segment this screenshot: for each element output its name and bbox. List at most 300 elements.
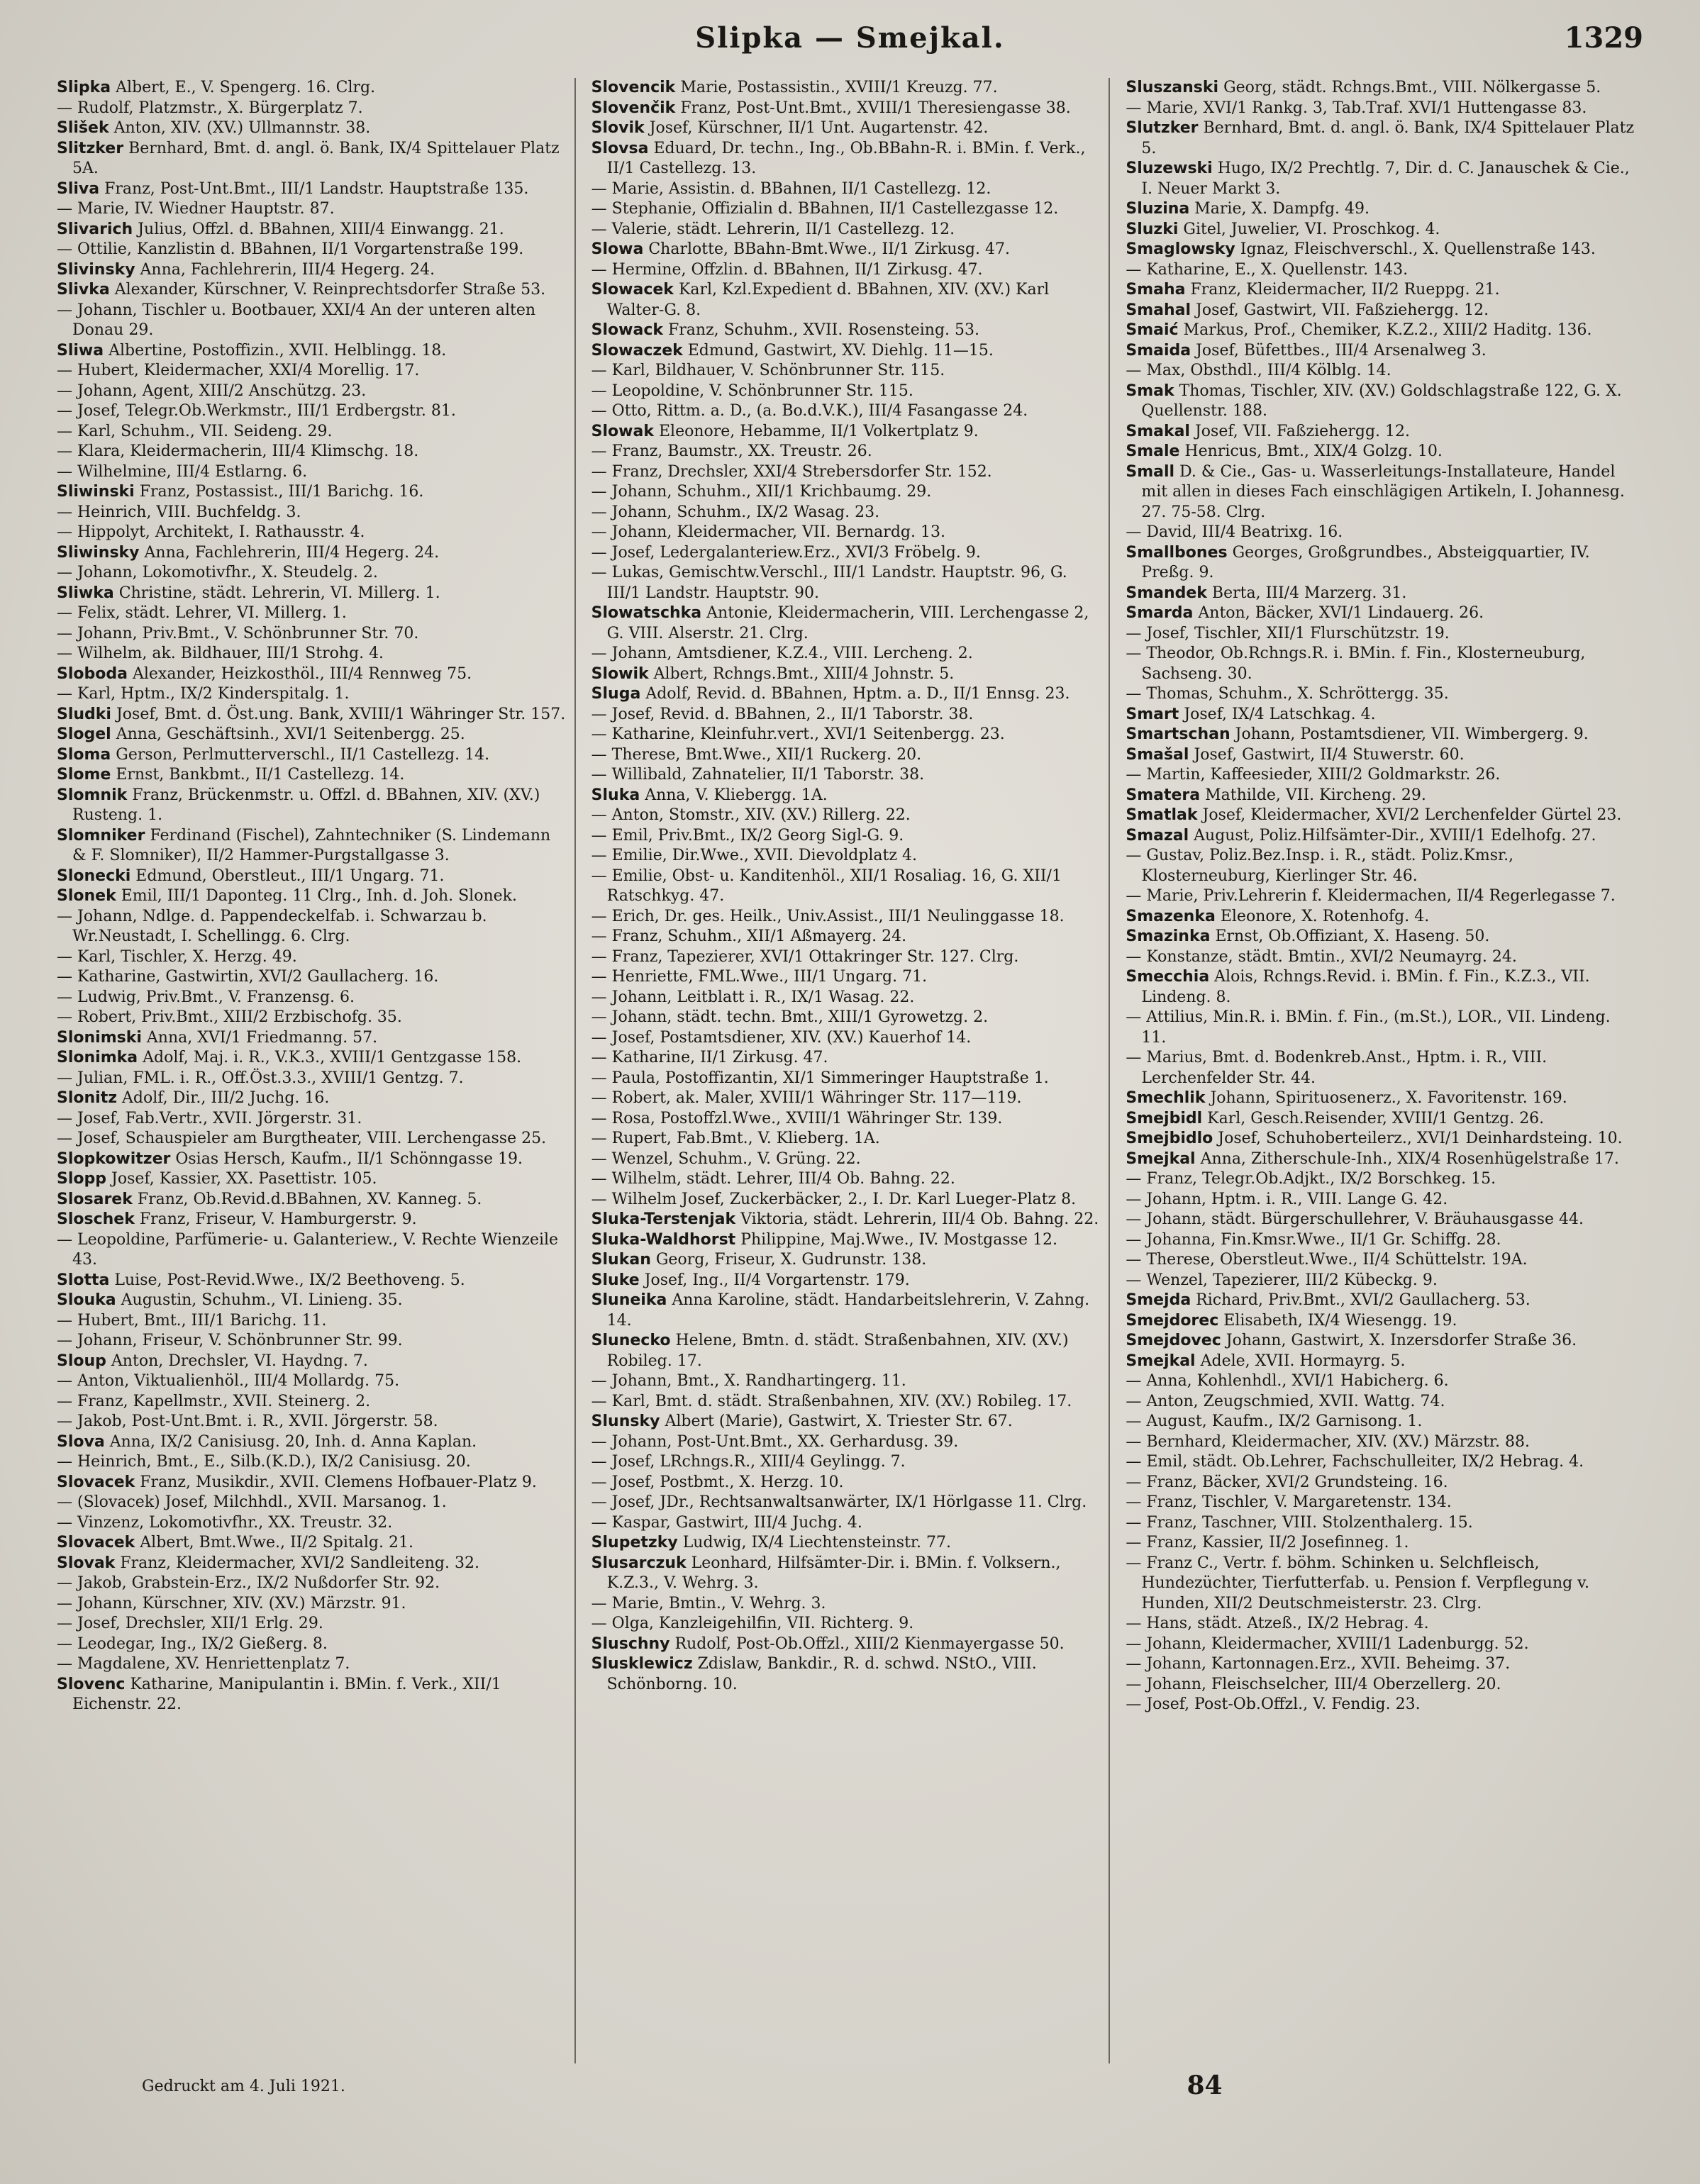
entry-details: — Johann, Schuhm., XII/1 Krichbaumg. 29.	[591, 483, 932, 501]
entry-details: — Anton, Zeugschmied, XVII. Wattg. 74.	[1126, 1392, 1445, 1410]
entry-surname: Slomniker	[57, 826, 145, 845]
entry-details: Markus, Prof., Chemiker, K.Z.2., XIII/2 Haditg. 136.	[1183, 321, 1592, 339]
entry-surname: Slonek	[57, 887, 116, 905]
entry-details: — Johann, Amtsdiener, K.Z.4., VIII. Lercheng. 2.	[591, 645, 973, 662]
entry-surname: Smarda	[1126, 604, 1194, 622]
directory-entry	[1126, 301, 1636, 321]
directory-entry	[57, 907, 567, 947]
entry-details: — Marius, Bmt. d. Bodenkreb.Anst., Hptm. i. R., VIII. Lerchenfelder Str. 44.	[1126, 1049, 1548, 1087]
entry-details: — Johann, Kürschner, XIV. (XV.) Märzstr. 91.	[57, 1594, 406, 1612]
directory-entry	[1126, 78, 1636, 99]
entry-details: — Johann, Bmt., X. Randhartingerg. 11.	[591, 1372, 906, 1390]
entry-details: — Wenzel, Schuhm., V. Grüng. 22.	[591, 1149, 861, 1168]
directory-entry	[591, 765, 1102, 786]
entry-details: Bernhard, Bmt. d. angl. ö. Bank, IX/4 Spittelauer Platz 5A.	[72, 139, 560, 177]
directory-entry	[1126, 584, 1636, 604]
entry-surname: Smakal	[1126, 422, 1190, 440]
entry-surname: Sliwka	[57, 584, 114, 602]
entry-details: — Franz C., Vertr. f. böhm. Schinken u. Selchfleisch, Hundezüchter, Tierfutterfab. u. Pension f. Verpflegung v. Hunden, XII/2 Deutschmeisterstr. 23. Clrg.	[1126, 1554, 1589, 1612]
directory-entry	[591, 644, 1102, 664]
entry-details: Ernst, Ob.Offiziant, X. Haseng. 50.	[1215, 927, 1490, 945]
entry-details: — Franz, Kapellmstr., XVII. Steinerg. 2.	[57, 1392, 371, 1410]
entry-details: Ferdinand (Fischel), Zahntechniker (S. Lindemann & F. Slomniker), II/2 Hammer-Purgstallgasse 3.	[72, 826, 551, 864]
entry-surname: Sliwinsky	[57, 543, 140, 562]
page-number: 1329	[1564, 21, 1643, 55]
page-title: Slipka — Smejkal.	[695, 21, 1005, 55]
entry-details: — Therese, Bmt.Wwe., XII/1 Ruckerg. 20.	[591, 745, 922, 764]
directory-entry	[591, 179, 1102, 200]
directory-entry	[57, 341, 567, 362]
directory-entry	[591, 927, 1102, 947]
directory-entry	[57, 745, 567, 766]
directory-entry	[591, 1109, 1102, 1130]
directory-entry	[1126, 907, 1636, 927]
entry-surname: Sliwinski	[57, 483, 135, 501]
entry-details: — Josef, Fab.Vertr., XVII. Jörgerstr. 31.	[57, 1109, 362, 1127]
entry-details: — Rudolf, Platzmstr., X. Bürgerplatz 7.	[57, 99, 363, 117]
directory-entry	[57, 1311, 567, 1332]
entry-details: Mathilde, VII. Kircheng. 29.	[1205, 786, 1426, 804]
entry-surname: Slivinsky	[57, 260, 135, 279]
entry-surname: Slivarich	[57, 220, 133, 238]
entry-details: Antonie, Kleidermacherin, VIII. Lerchengasse 2, G. VIII. Alserstr. 21. Clrg.	[606, 604, 1089, 642]
entry-details: Josef, Kassier, XX. Pasettistr. 105.	[111, 1170, 377, 1188]
entry-surname: Slovencik	[591, 79, 676, 96]
entry-details: — Emil, städt. Ob.Lehrer, Fachschulleiter, IX/2 Hebrag. 4.	[1126, 1453, 1584, 1471]
entry-details: Adolf, Maj. i. R., V.K.3., XVIII/1 Gentzgasse 158.	[143, 1049, 522, 1066]
entry-surname: Sluzewski	[1126, 160, 1213, 177]
entry-surname: Slotta	[57, 1271, 110, 1289]
directory-entry	[57, 1634, 567, 1655]
entry-details: Christine, städt. Lehrerin, VI. Millerg. 1.	[118, 584, 440, 602]
entry-details: — Josef, Post-Ob.Offzl., V. Fendig. 23.	[1126, 1695, 1421, 1713]
directory-entry	[591, 725, 1102, 745]
directory-entry	[1126, 118, 1636, 159]
entry-details: — David, III/4 Beatrixg. 16.	[1126, 523, 1343, 541]
directory-entry	[591, 1008, 1102, 1028]
directory-entry	[1126, 927, 1636, 947]
entry-details: — Bernhard, Kleidermacher, XIV. (XV.) Märzstr. 88.	[1126, 1432, 1530, 1451]
directory-entry	[57, 1331, 567, 1352]
entry-details: — Johann, Priv.Bmt., V. Schönbrunner Str. 70.	[57, 624, 419, 642]
entry-details: — Josef, Tischler, XII/1 Flurschützstr. 19.	[1126, 624, 1450, 642]
page-header	[57, 21, 1643, 78]
entry-surname: Smašal	[1126, 745, 1189, 764]
entry-details: — Franz, Schuhm., XII/1 Aßmayerg. 24.	[591, 927, 907, 945]
entry-surname: Slukan	[591, 1251, 651, 1269]
entry-surname: Slowaczek	[591, 341, 683, 360]
directory-entry	[591, 1412, 1102, 1432]
entry-details: — Klara, Kleidermacherin, III/4 Klimschg. 18.	[57, 442, 419, 460]
entry-surname: Smecchia	[1126, 968, 1210, 986]
directory-entry	[1126, 260, 1636, 281]
entry-details: — Attilius, Min.R. i. BMin. f. Fin., (m.St.), LOR., VII. Lindeng. 11.	[1126, 1008, 1611, 1047]
directory-entry	[591, 220, 1102, 240]
entry-details: Philippine, Maj.Wwe., IV. Mostgasse 12.	[740, 1230, 1057, 1249]
directory-entry	[57, 1230, 567, 1271]
entry-details: — Ludwig, Priv.Bmt., V. Franzensg. 6.	[57, 988, 355, 1006]
directory-entry	[1126, 1493, 1636, 1513]
directory-entry	[1126, 846, 1636, 886]
entry-surname: Smart	[1126, 705, 1179, 723]
entry-details: — Wilhelm, städt. Lehrer, III/4 Ob. Bahng. 22.	[591, 1170, 955, 1188]
entry-details: — Marie, Priv.Lehrerin f. Kleidermachen, II/4 Regerlegasse 7.	[1126, 887, 1616, 905]
entry-surname: Slivka	[57, 281, 110, 299]
entry-details: Adolf, Dir., III/2 Juchg. 16.	[122, 1089, 330, 1107]
entry-details: Julius, Offzl. d. BBahnen, XIII/4 Einwangg. 21.	[138, 220, 504, 238]
entry-details: Albert, Bmt.Wwe., II/2 Spitalg. 21.	[140, 1534, 413, 1551]
entry-surname: Smaida	[1126, 341, 1191, 360]
directory-entry	[57, 603, 567, 624]
entry-details: — Heinrich, Bmt., E., Silb.(K.D.), IX/2 Canisiusg. 20.	[57, 1453, 471, 1471]
directory-entry	[57, 280, 567, 301]
entry-details: Josef, Büfettbes., III/4 Arsenalweg 3.	[1196, 341, 1487, 360]
entry-details: — Franz, Tapezierer, XVI/1 Ottakringer Str. 127. Clrg.	[591, 947, 1019, 966]
entry-details: Anna, Geschäftsinh., XVI/1 Seitenbergg. 25.	[116, 725, 465, 743]
directory-entry	[591, 1554, 1102, 1594]
directory-entry	[57, 1412, 567, 1432]
entry-surname: Slowa	[591, 240, 644, 258]
entry-surname: Sluka-Waldhorst	[591, 1230, 736, 1249]
directory-entry	[1126, 1311, 1636, 1332]
directory-entry	[591, 361, 1102, 381]
entry-details: Albert, Rchngs.Bmt., XIII/4 Johnstr. 5.	[653, 664, 955, 683]
entry-details: Franz, Friseur, V. Hamburgerstr. 9.	[139, 1210, 417, 1228]
entry-details: — Johann, Tischler u. Bootbauer, XXI/4 An der unteren alten Donau 29.	[57, 301, 536, 339]
directory-entry	[57, 1594, 567, 1615]
directory-entry	[1126, 1371, 1636, 1392]
entry-details: — Stephanie, Offizialin d. BBahnen, II/1 Castellezgasse 12.	[591, 200, 1059, 218]
entry-details: — Jakob, Post-Unt.Bmt. i. R., XVII. Jörgerstr. 58.	[57, 1413, 438, 1430]
entry-details: — Konstanze, städt. Bmtin., XVI/2 Neumayrg. 24.	[1126, 947, 1517, 966]
entry-details: — Otto, Rittm. a. D., (a. Bo.d.V.K.), III/4 Fasangasse 24.	[591, 402, 1028, 420]
directory-entry	[591, 1473, 1102, 1493]
directory-entry	[1126, 381, 1636, 422]
entry-details: — Johann, Post-Unt.Bmt., XX. Gerhardusg. 39.	[591, 1432, 959, 1451]
directory-entry	[591, 1271, 1102, 1291]
entry-details: — Karl, Schuhm., VII. Seideng. 29.	[57, 422, 333, 440]
directory-entry	[591, 321, 1102, 341]
entry-details: — Franz, Kassier, II/2 Josefinneg. 1.	[1126, 1534, 1409, 1551]
entry-surname: Smatlak	[1126, 806, 1198, 824]
entry-details: Albertine, Postoffizin., XVII. Helblingg. 18.	[109, 341, 447, 360]
directory-entry	[1126, 462, 1636, 523]
entry-details: — Johann, Kleidermacher, XVIII/1 Ladenburgg. 52.	[1126, 1634, 1529, 1653]
entry-surname: Sluke	[591, 1271, 640, 1289]
entry-details: Eleonore, Hebamme, II/1 Volkertplatz 9.	[658, 422, 979, 440]
directory-entry	[57, 422, 567, 442]
entry-surname: Slišek	[57, 119, 109, 137]
entry-details: D. & Cie., Gas- u. Wasserleitungs-Installateure, Handel mit allen in dieses Fach einschlägigen Artikeln, I. Johannesg. 27. 75-58. Clrg.	[1141, 462, 1625, 521]
entry-details: Anna, Zitherschule-Inh., XIX/4 Rosenhügelstraße 17.	[1200, 1149, 1619, 1168]
directory-entry	[591, 826, 1102, 847]
entry-details: — August, Kaufm., IX/2 Garnisong. 1.	[1126, 1413, 1423, 1430]
entry-details: Berta, III/4 Marzerg. 31.	[1211, 584, 1407, 602]
entry-surname: Slonimka	[57, 1049, 138, 1066]
directory-entry	[591, 503, 1102, 523]
directory-entry	[591, 1634, 1102, 1655]
column-left	[57, 78, 576, 2063]
entry-surname: Smechlik	[1126, 1089, 1206, 1107]
entry-details: — Ottilie, Kanzlistin d. BBahnen, II/1 Vorgartenstraße 199.	[57, 240, 524, 258]
directory-entry	[591, 543, 1102, 564]
directory-entry	[591, 1088, 1102, 1109]
directory-entry	[591, 1210, 1102, 1230]
directory-entry	[591, 806, 1102, 826]
entry-surname: Slusklewicz	[591, 1655, 693, 1673]
entry-details: Ignaz, Fleischverschl., X. Quellenstraße 143.	[1240, 240, 1596, 258]
directory-entry	[591, 422, 1102, 442]
directory-entry	[57, 1291, 567, 1311]
entry-surname: Slonecki	[57, 867, 131, 885]
entry-details: Thomas, Tischler, XIV. (XV.) Goldschlagstraße 122, G. X. Quellenstr. 188.	[1141, 381, 1622, 420]
entry-details: — Karl, Bildhauer, V. Schönbrunner Str. 115.	[591, 362, 945, 379]
directory-entry	[1126, 1473, 1636, 1493]
entry-details: Josef, IX/4 Latschkag. 4.	[1184, 705, 1376, 723]
entry-details: — Wilhelmine, III/4 Estlarng. 6.	[57, 462, 308, 481]
directory-entry	[57, 886, 567, 907]
entry-details: Franz, Ob.Revid.d.BBahnen, XV. Kanneg. 5.	[137, 1190, 482, 1208]
directory-entry	[57, 1352, 567, 1372]
directory-entry	[1126, 1109, 1636, 1130]
entry-surname: Smaha	[1126, 281, 1186, 299]
directory-entry	[57, 523, 567, 543]
entry-details: Adele, XVII. Hormayrg. 5.	[1200, 1352, 1406, 1370]
directory-entry	[1126, 1149, 1636, 1170]
entry-details: — Wilhelm, ak. Bildhauer, III/1 Strohg. 4.	[57, 645, 384, 662]
entry-details: — Emilie, Dir.Wwe., XVII. Dievoldplatz 4.	[591, 847, 917, 864]
entry-details: Georg, städt. Rchngs.Bmt., VIII. Nölkergasse 5.	[1223, 79, 1601, 96]
entry-details: — Johann, städt. techn. Bmt., XIII/1 Gyrowetzg. 2.	[591, 1008, 989, 1026]
directory-entry	[1126, 543, 1636, 584]
entry-details: Anna, Fachlehrerin, III/4 Hegerg. 24.	[140, 260, 435, 279]
directory-entry	[1126, 1190, 1636, 1210]
entry-surname: Small	[1126, 462, 1175, 481]
directory-entry	[57, 482, 567, 503]
directory-entry	[1126, 442, 1636, 462]
directory-entry	[57, 240, 567, 260]
entry-details: — Anton, Viktualienhöl., III/4 Mollardg. 75.	[57, 1372, 400, 1390]
entry-surname: Slouka	[57, 1291, 116, 1309]
entry-details: — Johanna, Fin.Kmsr.Wwe., II/1 Gr. Schiffg. 28.	[1126, 1230, 1501, 1249]
directory-entry	[591, 1169, 1102, 1190]
sheet-number: 84	[1187, 2071, 1223, 2100]
entry-details: — Josef, Revid. d. BBahnen, 2., II/1 Taborstr. 38.	[591, 705, 974, 723]
directory-entry	[1126, 1452, 1636, 1473]
directory-entry	[591, 1028, 1102, 1049]
entry-details: Anna, IX/2 Canisiusg. 20, Inh. d. Anna Kaplan.	[109, 1432, 477, 1451]
entry-details: — Katharine, II/1 Zirkusg. 47.	[591, 1049, 828, 1066]
entry-details: Anna, XVI/1 Friedmanng. 57.	[146, 1028, 378, 1047]
directory-entry	[591, 705, 1102, 725]
directory-entry	[57, 705, 567, 725]
entry-details: — Anton, Stomstr., XIV. (XV.) Rillerg. 22.	[591, 806, 911, 824]
entry-surname: Slunecko	[591, 1332, 671, 1349]
directory-entry	[591, 684, 1102, 705]
directory-entry	[591, 462, 1102, 483]
entry-details: — Johann, städt. Bürgerschullehrer, V. Bräuhausgasse 44.	[1126, 1210, 1584, 1228]
entry-details: — Valerie, städt. Lehrerin, II/1 Castellezg. 12.	[591, 220, 955, 238]
entry-details: — Olga, Kanzleigehilfin, VII. Richterg. 9.	[591, 1615, 914, 1632]
entry-surname: Smartschan	[1126, 725, 1230, 743]
entry-details: — Hermine, Offzlin. d. BBahnen, II/1 Zirkusg. 47.	[591, 260, 983, 279]
entry-surname: Slowacek	[591, 281, 674, 299]
entry-details: — Karl, Hptm., IX/2 Kinderspitalg. 1.	[57, 685, 350, 703]
directory-entry	[591, 1654, 1102, 1695]
entry-surname: Sloboda	[57, 664, 128, 683]
entry-details: — Leopoldine, Parfümerie- u. Galanteriew., V. Rechte Wienzeile 43.	[57, 1230, 559, 1269]
entry-details: Augustin, Schuhm., VI. Linieng. 35.	[121, 1291, 403, 1309]
directory-entry	[57, 220, 567, 240]
directory-entry	[57, 1069, 567, 1089]
entry-surname: Sluszanski	[1126, 79, 1219, 96]
directory-entry	[1126, 1008, 1636, 1048]
entry-details: Josef, Bmt. d. Öst.ung. Bank, XVIII/1 Währinger Str. 157.	[116, 705, 566, 723]
directory-entry	[1126, 705, 1636, 725]
directory-entry	[591, 988, 1102, 1008]
entry-details: — Josef, Postamtsdiener, XIV. (XV.) Kauerhof 14.	[591, 1028, 972, 1047]
entry-details: — Jakob, Grabstein-Erz., IX/2 Nußdorfer Str. 92.	[57, 1574, 440, 1592]
entry-details: — Franz, Bäcker, XVI/2 Grundsteing. 16.	[1126, 1473, 1448, 1491]
entry-surname: Slovik	[591, 119, 645, 137]
entry-surname: Slowik	[591, 664, 649, 683]
entry-details: — Hubert, Bmt., III/1 Barichg. 11.	[57, 1311, 327, 1330]
directory-entry	[591, 1513, 1102, 1534]
directory-entry	[1126, 220, 1636, 240]
entry-surname: Smejdovec	[1126, 1332, 1221, 1349]
columns	[57, 78, 1643, 2063]
entry-details: — Franz, Taschner, VIII. Stolzenthalerg. 15.	[1126, 1513, 1473, 1532]
directory-entry	[591, 907, 1102, 927]
entry-details: Franz, Musikdir., XVII. Clemens Hofbauer-Platz 9.	[140, 1473, 537, 1491]
directory-entry	[57, 1473, 567, 1493]
directory-entry	[1126, 684, 1636, 705]
directory-entry	[57, 826, 567, 867]
entry-details: Zdislaw, Bankdir., R. d. schwd. NStO., VIII. Schönborng. 10.	[606, 1655, 1037, 1693]
directory-entry	[57, 786, 567, 826]
entry-details: — Heinrich, VIII. Buchfeldg. 3.	[57, 503, 301, 521]
directory-entry	[591, 523, 1102, 543]
entry-details: Josef, Ing., II/4 Vorgartenstr. 179.	[644, 1271, 910, 1289]
entry-details: — Marie, IV. Wiedner Hauptstr. 87.	[57, 200, 335, 218]
directory-entry	[591, 1594, 1102, 1615]
directory-entry	[57, 462, 567, 483]
entry-details: — Johann, Friseur, V. Schönbrunner Str. 99.	[57, 1332, 403, 1349]
entry-surname: Slovak	[57, 1554, 116, 1572]
entry-surname: Smatera	[1126, 786, 1201, 804]
entry-details: Georges, Großgrundbes., Absteigquartier, IV. Preßg. 9.	[1141, 543, 1590, 581]
directory-entry	[591, 260, 1102, 281]
entry-details: Edmund, Oberstleut., III/1 Ungarg. 71.	[135, 867, 445, 885]
entry-details: — Johann, Fleischselcher, III/4 Oberzellerg. 20.	[1126, 1675, 1501, 1693]
directory-entry	[57, 118, 567, 139]
directory-entry	[1126, 1513, 1636, 1534]
entry-surname: Smallbones	[1126, 543, 1228, 562]
entry-details: Luise, Post-Revid.Wwe., IX/2 Beethoveng. 5.	[114, 1271, 465, 1289]
directory-entry	[1126, 786, 1636, 806]
entry-details: — Max, Obsthdl., III/4 Kölblg. 14.	[1126, 362, 1391, 379]
directory-entry	[57, 624, 567, 645]
directory-entry	[57, 1533, 567, 1554]
entry-surname: Smazinka	[1126, 927, 1211, 945]
entry-details: — Martin, Kaffeesieder, XIII/2 Goldmarkstr. 26.	[1126, 766, 1501, 784]
directory-entry	[591, 341, 1102, 362]
entry-surname: Smazenka	[1126, 907, 1216, 925]
entry-surname: Slovacek	[57, 1534, 135, 1551]
entry-surname: Sluneika	[591, 1291, 667, 1309]
directory-entry	[1126, 1291, 1636, 1311]
directory-entry	[1126, 99, 1636, 119]
entry-details: Anton, Bäcker, XVI/1 Lindauerg. 26.	[1198, 604, 1484, 622]
entry-details: Josef, VII. Faßziehergg. 12.	[1194, 422, 1411, 440]
entry-details: — Johann, Ndlge. d. Pappendeckelfab. i. Schwarzau b. Wr.Neustadt, I. Schellingg. 6. Clrg.	[57, 907, 487, 945]
directory-entry	[591, 199, 1102, 220]
entry-surname: Slowatschka	[591, 604, 702, 622]
entry-details: Anton, XIV. (XV.) Ullmannstr. 38.	[113, 119, 371, 137]
directory-entry	[591, 1432, 1102, 1453]
entry-details: — Johann, Agent, XIII/2 Anschützg. 23.	[57, 381, 367, 400]
directory-entry	[57, 1675, 567, 1715]
entry-details: Franz, Post-Unt.Bmt., III/1 Landstr. Hauptstraße 135.	[104, 179, 529, 198]
directory-entry	[1126, 1088, 1636, 1109]
directory-entry	[57, 1493, 567, 1513]
entry-details: Charlotte, BBahn-Bmt.Wwe., II/1 Zirkusg. 47.	[648, 240, 1010, 258]
directory-entry	[591, 99, 1102, 119]
entry-details: — Wenzel, Tapezierer, III/2 Kübeckg. 9.	[1126, 1271, 1438, 1289]
entry-details: Josef, Gastwirt, VII. Faßziehergg. 12.	[1196, 301, 1489, 319]
entry-details: — Johann, Lokomotivfhr., X. Steudelg. 2.	[57, 564, 378, 581]
entry-surname: Slogel	[57, 725, 111, 743]
directory-entry	[1126, 886, 1636, 907]
entry-details: Franz, Post-Unt.Bmt., XVIII/1 Theresiengasse 38.	[680, 99, 1071, 117]
entry-details: Ernst, Bankbmt., II/1 Castellezg. 14.	[116, 766, 405, 784]
directory-entry	[591, 1190, 1102, 1210]
entry-details: — Theodor, Ob.Rchngs.R. i. BMin. f. Fin., Klosterneuburg, Sachseng. 30.	[1126, 645, 1586, 683]
entry-details: Ludwig, IX/4 Liechtensteinstr. 77.	[682, 1534, 951, 1551]
directory-entry	[1126, 967, 1636, 1008]
entry-details: Leonhard, Hilfsämter-Dir. i. BMin. f. Volksern., K.Z.3., V. Wehrg. 3.	[606, 1554, 1061, 1592]
entry-surname: Smaić	[1126, 321, 1179, 339]
directory-entry	[591, 381, 1102, 402]
print-date: Gedruckt am 4. Juli 1921.	[142, 2078, 345, 2095]
directory-entry	[1126, 1654, 1636, 1675]
entry-details: — Marie, Assistin. d. BBahnen, II/1 Castellezg. 12.	[591, 179, 991, 198]
entry-details: Adolf, Revid. d. BBahnen, Hptm. a. D., II/1 Ennsg. 23.	[645, 685, 1070, 703]
entry-surname: Slusarczuk	[591, 1554, 687, 1572]
directory-entry	[57, 1271, 567, 1291]
directory-entry	[591, 240, 1102, 260]
entry-details: — Rosa, Postoffzl.Wwe., XVIII/1 Währinger Str. 139.	[591, 1109, 1003, 1127]
entry-surname: Sluga	[591, 685, 641, 703]
directory-entry	[57, 1513, 567, 1534]
directory-entry	[57, 988, 567, 1008]
directory-entry	[591, 1250, 1102, 1271]
entry-details: — Emil, Priv.Bmt., IX/2 Georg Sigl-G. 9.	[591, 826, 904, 845]
directory-entry	[591, 786, 1102, 806]
directory-entry	[1126, 826, 1636, 847]
entry-details: Franz, Schuhm., XVII. Rosensteing. 53.	[668, 321, 980, 339]
page-footer	[57, 2063, 1643, 2120]
directory-entry	[57, 401, 567, 422]
directory-entry	[57, 664, 567, 685]
entry-details: — Karl, Tischler, X. Herzg. 49.	[57, 947, 297, 966]
entry-surname: Slipka	[57, 79, 111, 96]
directory-entry	[591, 867, 1102, 907]
entry-details: — Josef, Telegr.Ob.Werkmstr., III/1 Erdbergstr. 81.	[57, 402, 456, 420]
directory-entry	[1126, 1352, 1636, 1372]
entry-details: — Magdalene, XV. Henriettenplatz 7.	[57, 1655, 350, 1673]
entry-details: Anna, V. Kliebergg. 1A.	[645, 786, 828, 804]
